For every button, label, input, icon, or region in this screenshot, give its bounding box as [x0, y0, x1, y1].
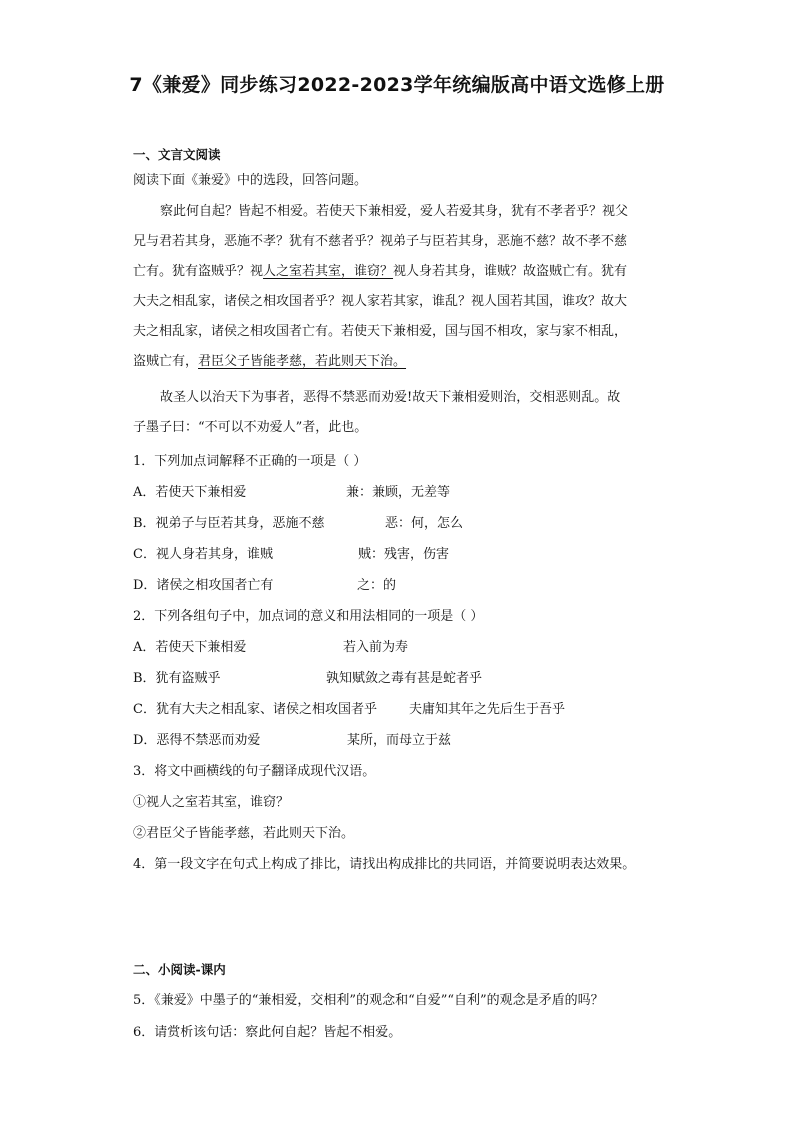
question-2-option-a-pair: 若入前为寿 — [343, 640, 409, 655]
passage-line — [133, 353, 406, 371]
section-heading-2: 二、小阅读-课内 — [133, 962, 226, 977]
question-2-option-b: B．犹有盗贼乎 — [133, 671, 221, 686]
question-2-option-b-pair: 孰知赋敛之毒有甚是蛇者乎 — [326, 671, 483, 686]
question-6: 6．请赏析该句话：察此何自起？皆起不相爱。 — [133, 1025, 402, 1040]
passage-line: 子墨子曰：“不可以不劝爱人”者，此也。 — [133, 420, 368, 435]
question-1-option-b-gloss: 恶：何，怎么 — [385, 516, 464, 531]
passage-line: 大夫之相乱家，诸侯之相攻国者乎？视人家若其家，谁乱？视人国若其国，谁攻？故大 — [133, 294, 628, 309]
passage-text: 视人身若其身，谁贼？故盗贼亡有。犹有 — [393, 264, 628, 279]
question-2-option-c-pair: 夫庸知其年之先后生于吾乎 — [409, 702, 566, 717]
question-1-option-b: B．视弟子与臣若其身，恶施不慈 — [133, 516, 325, 531]
passage-text: 亡有。犹有盗贼乎？视 — [133, 264, 264, 279]
passage-text: 盗贼亡有， — [133, 354, 199, 369]
question-2-option-c: C．犹有大夫之相乱家、诸侯之相攻国者乎 — [133, 702, 377, 717]
question-2-stem: 2．下列各组句子中，加点词的意义和用法相同的一项是（ ） — [133, 609, 484, 624]
question-2-option-a: A．若使天下兼相爱 — [133, 640, 247, 655]
question-2-option-d-pair: 某所，而母立于兹 — [347, 733, 452, 748]
question-1-option-c: C．视人身若其身，谁贼 — [133, 547, 273, 562]
question-2-option-d: D．恶得不禁恶而劝爱 — [133, 733, 261, 748]
question-1-option-d-gloss: 之：的 — [357, 578, 397, 593]
question-4: 4．第一段文字在句式上构成了排比，请找出构成排比的共同语，并简要说明表达效果。 — [133, 857, 636, 872]
question-1-stem: 1．下列加点词解释不正确的一项是（ ） — [133, 454, 367, 469]
passage-line: 察此何自起？皆起不相爱。若使天下兼相爱，爱人若爱其身，犹有不孝者乎？视父 — [160, 204, 629, 219]
passage-line — [133, 263, 627, 281]
page-title: 7《兼爱》同步练习2022-2023学年统编版高中语文选修上册 — [129, 74, 665, 96]
question-1-option-d: D．诸侯之相攻国者亡有 — [133, 578, 274, 593]
question-1-option-a: A．若使天下兼相爱 — [133, 485, 247, 500]
question-3-sentence-1: ①视人之室若其室，谁窃？ — [133, 795, 290, 810]
section-intro: 阅读下面《兼爱》中的选段，回答问题。 — [133, 173, 368, 188]
section-heading-1: 一、文言文阅读 — [133, 147, 221, 162]
question-5: 5．《兼爱》中墨子的“兼相爱，交相利”的观念和“自爱”“自利”的观念是矛盾的吗？ — [133, 993, 604, 1008]
underlined-sentence-2: 君臣父子皆能孝慈，若此则天下治。 — [198, 354, 407, 369]
passage-line: 兄与君若其身，恶施不孝？犹有不慈者乎？视弟子与臣若其身，恶施不慈？故不孝不慈 — [133, 234, 628, 249]
question-3-stem: 3．将文中画横线的句子翻译成现代汉语。 — [133, 764, 376, 779]
question-3-sentence-2: ②君臣父子皆能孝慈，若此则天下治。 — [133, 826, 355, 841]
passage-line: 故圣人以治天下为事者，恶得不禁恶而劝爱!故天下兼相爱则治，交相恶则乱。故 — [160, 390, 621, 405]
underlined-sentence-1: 人之室若其室，谁窃？ — [263, 264, 394, 279]
question-1-option-c-gloss: 贼：残害，伤害 — [358, 547, 450, 562]
question-1-option-a-gloss: 兼：兼顾，无差等 — [346, 485, 451, 500]
passage-line: 夫之相乱家，诸侯之相攻国者亡有。若使天下兼相爱，国与国不相攻，家与家不相乱， — [133, 324, 628, 339]
